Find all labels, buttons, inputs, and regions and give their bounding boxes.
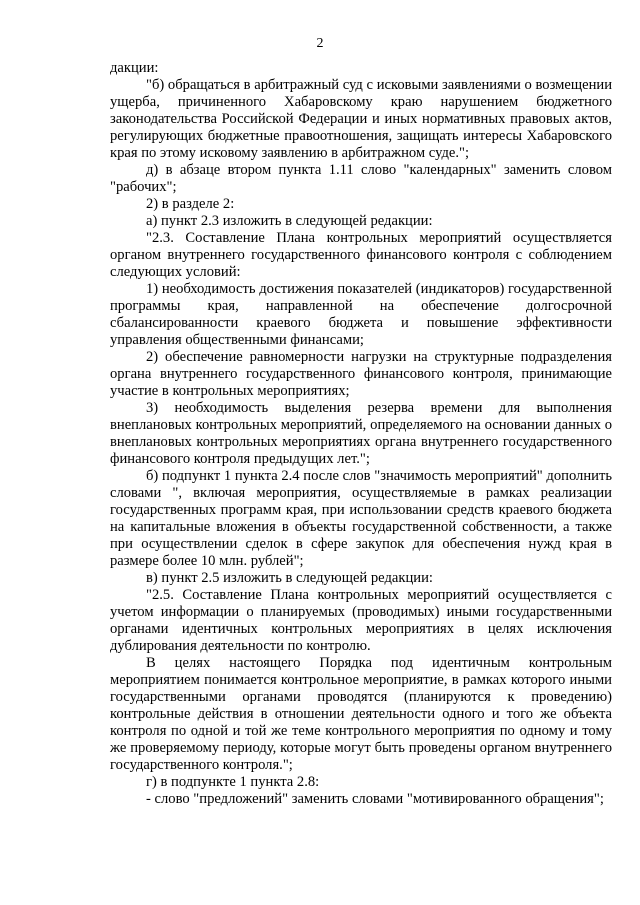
paragraph: "2.3. Составление Плана контрольных мероприятий осуществляется органом внутреннего государственного финансового контроля с соблюдением следующих условий: — [110, 230, 612, 280]
document-body — [110, 60, 612, 808]
paragraph: В целях настоящего Порядка под идентичным контрольным мероприятием понимается контрольное мероприятие, в рамках которого иными государственными органами проводятся (планируются к проведению) контрольные действия в отношении деятельности одного и того же объекта контроля по одной и той же теме контрольного мероприятия по одному и тому же проверяемому периоду, которые могут быть проведены органом внутреннего государственного контроля."; — [110, 655, 612, 773]
paragraph: а) пункт 2.3 изложить в следующей редакции: — [146, 213, 433, 229]
paragraph: г) в подпункте 1 пункта 2.8: — [146, 774, 320, 790]
paragraph-continuation: дакции: — [110, 60, 159, 76]
paragraph: б) подпункт 1 пункта 2.4 после слов "значимость мероприятий" дополнить словами ", включая мероприятия, осуществляемые в рамках реализации государственных программ края, при использовании средств краевого бюджета на капитальные вложения в объекты государственной собственности, а также при осуществлении сделок в сфере закупок для обеспечения нужд края в размере более 10 млн. рублей"; — [110, 468, 612, 569]
paragraph: "2.5. Составление Плана контрольных мероприятий осуществляется с учетом информации о планируемых (проводимых) иными государственными органами идентичных контрольных мероприятиях в целях исключения дублирования деятельности по контролю. — [110, 587, 612, 654]
page-number: 2 — [316, 36, 324, 51]
paragraph: "б) обращаться в арбитражный суд с исковыми заявлениями о возмещении ущерба, причиненного Хабаровскому краю нарушением бюджетного законодательства Российской Федерации и иных нормативных правовых актов, регулирующих бюджетные правоотношения, защищать интересы Хабаровского края по этому исковому заявлению в арбитражном суде."; — [110, 77, 612, 161]
paragraph: 2) в разделе 2: — [146, 196, 235, 212]
paragraph: 1) необходимость достижения показателей (индикаторов) государственной программы края, направленной на обеспечение долгосрочной сбалансированности краевого бюджета и повышение эффективности управления общественными финансами; — [110, 281, 612, 348]
paragraph: в) пункт 2.5 изложить в следующей редакции: — [146, 570, 433, 586]
paragraph: - слово "предложений" заменить словами "мотивированного обращения"; — [146, 791, 604, 807]
paragraph: 3) необходимость выделения резерва времени для выполнения внеплановых контрольных мероприятий, определяемого на основании данных о внеплановых контрольных мероприятиях органа внутреннего государственного финансового контроля предыдущих лет."; — [110, 400, 612, 467]
paragraph: 2) обеспечение равномерности нагрузки на структурные подразделения органа внутреннего государственного финансового контроля, принимающие участие в контрольных мероприятиях; — [110, 349, 612, 399]
paragraph: д) в абзаце втором пункта 1.11 слово "календарных" заменить словом "рабочих"; — [110, 162, 612, 195]
